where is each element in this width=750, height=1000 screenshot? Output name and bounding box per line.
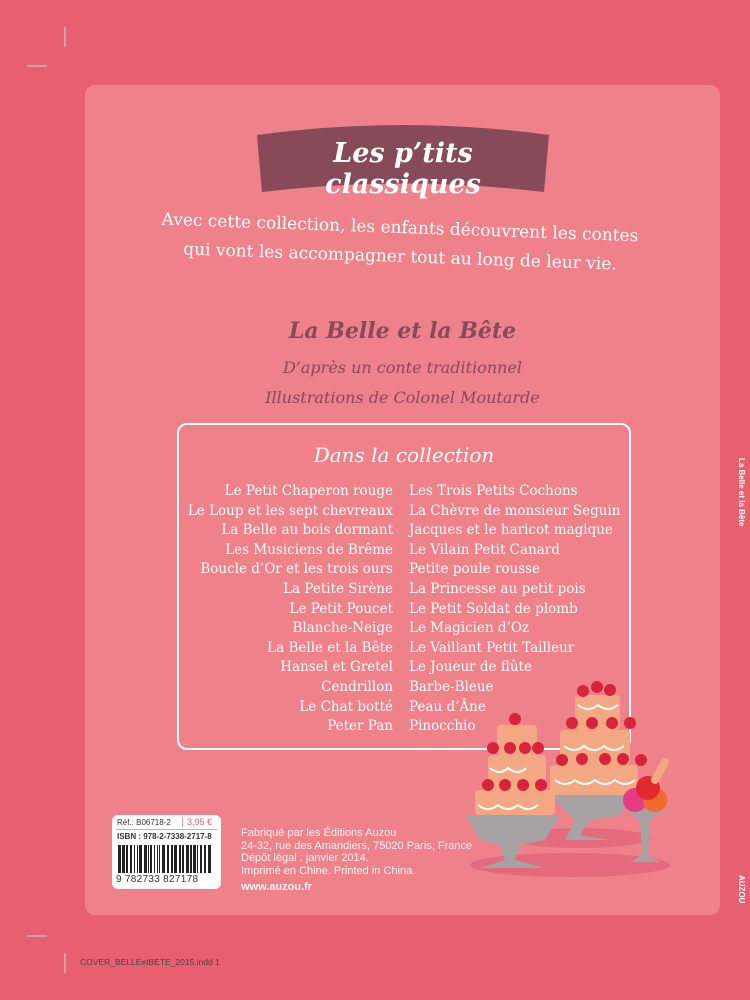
cakes-illustration [460,670,680,890]
barcode [118,845,214,873]
collection-title: Cendrillon [321,678,393,695]
book-illustrator: Illustrations de Colonel Moutarde [265,388,540,407]
collection-title: La Chèvre de monsieur Seguin [409,502,621,519]
price: 3,95 € [182,817,212,827]
print-slug: COVER_BELLEetBETE_2015.indd 1 [80,957,220,967]
collection-title: Les Musiciens de Brême [225,541,393,558]
intro-line-1: Avec cette collection, les enfants découvrent les contes [161,209,639,247]
publisher-imprint [241,827,472,894]
collection-title: Petite poule rousse [409,561,541,578]
collection-title: Peau d’Âne [409,698,486,715]
collection-title: Hansel et Gretel [280,659,393,676]
collection-list-left [188,482,393,737]
book-title: La Belle et la Bête [288,318,517,344]
crop-mark [64,27,66,47]
intro-line-2: qui vont les accompagner tout au long de leur vie. [182,239,618,275]
crop-mark [27,935,47,937]
collection-title: Le Vilain Petit Canard [409,541,560,558]
imprint-line: 24-32, rue des Amandiers, 75020 Paris, France [241,839,473,852]
collection-title: Pinocchio [409,718,476,735]
collection-title: Boucle d’Or et les trois ours [200,561,393,578]
barcode-digits: 9 782733 827178 [116,874,199,885]
collection-title: Le Chat botté [299,698,393,715]
collection-banner [257,120,549,200]
price-barcode-label [112,815,221,889]
collection-title: Le Vaillant Petit Tailleur [409,639,575,656]
imprint-line: Imprimé en Chine. Printed in China. [241,864,416,877]
collection-name: Les p’tits classiques [325,138,481,200]
collection-heading: Dans la collection [313,443,495,467]
collection-title: Le Joueur de flûte [409,659,532,676]
collection-title: La Princesse au petit pois [409,580,586,597]
isbn: ISBN : 978-2-7338-2717-8 [117,832,212,841]
collection-title: Jacques et le haricot magique [409,522,613,539]
collection-title: La Belle au bois dormant [221,522,393,539]
crop-mark [64,953,66,973]
spine-title: La Belle et la Bête [737,458,746,527]
imprint-line: Dépôt légal : janvier 2014. [241,852,369,864]
collection-title: Le Petit Chaperon rouge [224,483,393,499]
spine-publisher: AUZOU [737,875,746,904]
collection-title: Le Petit Poucet [289,600,393,617]
collection-title: Le Magicien d’Oz [409,620,530,637]
collection-title: La Belle et la Bête [267,639,393,656]
collection-title: Le Petit Soldat de plomb [409,600,578,617]
collection-title: Peter Pan [327,718,393,735]
reference-number: Réf.: B06718-2 [117,818,171,827]
collection-title: Barbe-Bleue [409,678,494,695]
collection-title: Blanche-Neige [292,620,393,637]
book-subtitle: D’après un conte traditionnel [282,358,523,377]
collection-title: La Petite Sirène [283,580,393,597]
collection-title: Le Loup et les sept chevreaux [187,502,393,519]
publisher-url[interactable]: www.auzou.fr [241,881,313,893]
crop-mark [27,65,47,67]
collection-title: Les Trois Petits Cochons [409,483,578,499]
imprint-line: Fabriqué par les Éditions Auzou [241,827,397,839]
